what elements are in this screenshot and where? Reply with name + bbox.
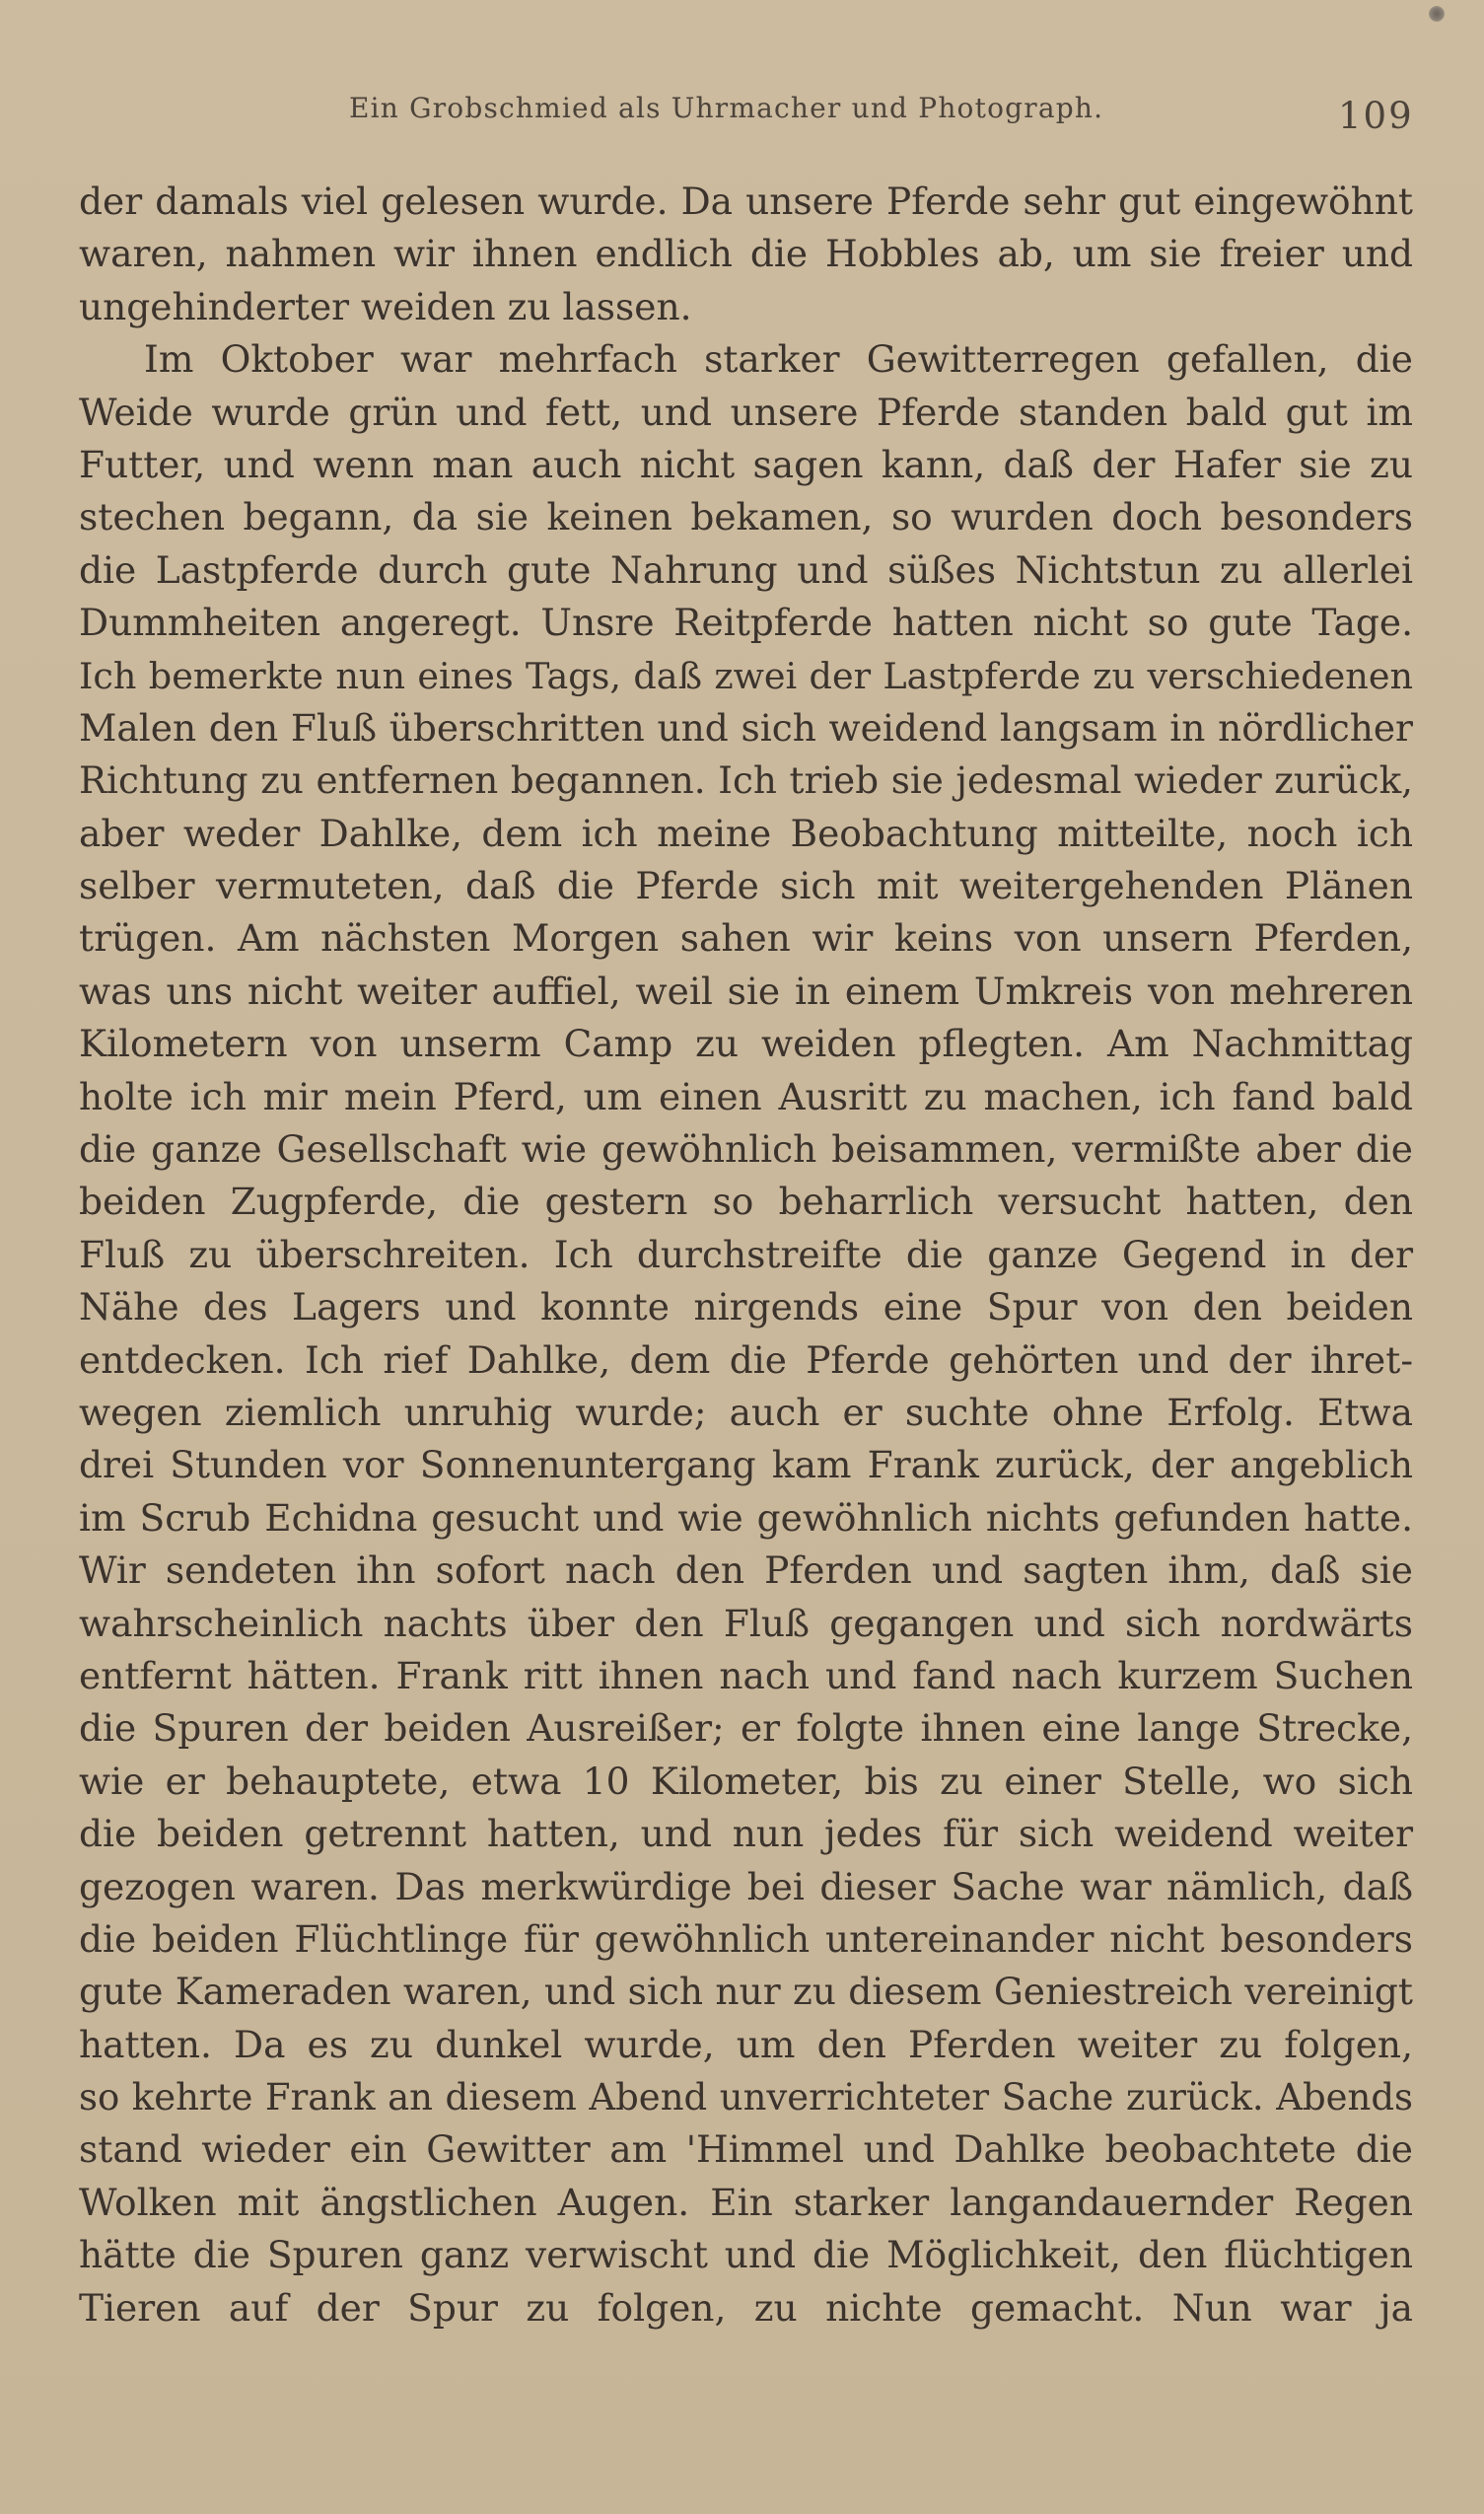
text-line-content: hatten. Da es zu dunkel wurde, um den Pferden weiter zu folgen, [79, 2022, 1413, 2066]
text-line [79, 2123, 1413, 2176]
text-line-content: der damals viel gelesen wurde. Da unsere Pferde sehr gut eingewöhnt [79, 180, 1413, 223]
text-line-content: Ich bemerkte nun eines Tags, daß zwei der Lastpferde zu verschiedenen [79, 654, 1413, 697]
text-line [79, 966, 1413, 1018]
text-line-content: trügen. Am nächsten Morgen sahen wir keins von unsern Pferden, [79, 916, 1413, 961]
text-line-content: Tieren auf der Spur zu folgen, zu nichte gemacht. Nun war ja [79, 2285, 1413, 2330]
text-line [79, 1861, 1413, 1913]
text-line [79, 1439, 1413, 1491]
text-line-content: Kilometern von unserm Camp zu weiden pflegten. Am Nachmittag [79, 1022, 1413, 1066]
text-line [79, 2282, 1413, 2334]
text-line-content: entfernt hätten. Frank ritt ihnen nach und fand nach kurzem Suchen [79, 1653, 1413, 1697]
text-line [79, 1176, 1413, 1228]
text-line-content: gute Kameraden waren, und sich nur zu diesem Geniestreich vereinigt [79, 1970, 1413, 2014]
text-line [79, 1229, 1413, 1281]
text-line [79, 1544, 1413, 1597]
text-line [79, 650, 1413, 702]
text-line [79, 1913, 1413, 1966]
text-line-content: stand wieder ein Gewitter am 'Himmel und Dahlke beobachtete die [79, 2127, 1413, 2172]
text-line-content: im Scrub Echidna gesucht und wie gewöhnlich nichts gefunden hatte. [79, 1495, 1413, 1540]
text-line [79, 1492, 1413, 1544]
text-line-content: so kehrte Frank an diesem Abend unverrichteter Sache zurück. Abends [79, 2076, 1413, 2119]
text-line-content: selber vermuteten, daß die Pferde sich mit weitergehenden Plänen [79, 864, 1413, 908]
text-line [79, 544, 1413, 597]
text-line-content: die beiden Flüchtlinge für gewöhnlich untereinander nicht besonders [79, 1916, 1413, 1961]
text-line [79, 281, 1413, 333]
text-line-content: Wir sendeten ihn sofort nach den Pferden und sagten ihm, daß sie [79, 1548, 1413, 1593]
text-line [79, 2177, 1413, 2229]
running-head: Ein Grobschmied als Uhrmacher und Photograph. [349, 92, 1104, 124]
text-line-content: was uns nicht weiter auffiel, weil sie in einem Umkreis von mehreren [79, 969, 1413, 1013]
text-line [79, 808, 1413, 860]
text-line-content: beiden Zugpferde, die gestern so beharrlich versucht hatten, den [79, 1180, 1413, 1224]
text-line-content: die beiden getrennt hatten, und nun jedes für sich weidend weiter [79, 1812, 1413, 1856]
text-line [79, 1334, 1413, 1387]
text-line [79, 597, 1413, 649]
text-line-content: Dummheiten angeregt. Unsre Reitpferde hatten nicht so gute Tage. [79, 601, 1413, 645]
text-line-content: hätte die Spuren ganz verwischt und die Möglichkeit, den flüchtigen [79, 2233, 1413, 2277]
page-speck [1429, 6, 1445, 22]
text-line-content: Richtung zu entfernen begannen. Ich trieb sie jedesmal wieder zurück, [79, 758, 1413, 803]
text-line [79, 2019, 1413, 2071]
text-line [79, 439, 1413, 491]
text-line-content: wegen ziemlich unruhig wurde; auch er suchte ohne Erfolg. Etwa [79, 1390, 1413, 1434]
text-line [79, 1808, 1413, 1860]
body-text [79, 176, 1413, 2334]
text-line [79, 702, 1413, 754]
text-line [79, 1018, 1413, 1070]
text-line [79, 1598, 1413, 1650]
text-line-content: wie er behauptete, etwa 10 Kilometer, bis zu einer Stelle, wo sich [79, 1759, 1413, 1803]
text-line-content: Nähe des Lagers und konnte nirgends eine Spur von den beiden [79, 1285, 1413, 1329]
text-line [79, 1702, 1413, 1755]
text-line-content: Malen den Fluß überschritten und sich weidend langsam in nördlicher [79, 705, 1413, 750]
text-line-content: stechen begann, da sie keinen bekamen, so wurden doch besonders [79, 495, 1413, 539]
text-line [79, 912, 1413, 965]
text-line [79, 1387, 1413, 1439]
text-line-content: ungehinderter weiden zu lassen. [79, 284, 692, 328]
text-line [79, 491, 1413, 543]
text-line [79, 1071, 1413, 1123]
text-line-content: holte ich mir mein Pferd, um einen Ausritt zu machen, ich fand bald [79, 1074, 1413, 1118]
text-line [79, 333, 1413, 386]
text-line [79, 2229, 1413, 2281]
text-line-content: die Spuren der beiden Ausreißer; er folgte ihnen eine lange Strecke, [79, 1706, 1413, 1751]
page-number: 109 [1338, 95, 1414, 137]
text-line [79, 228, 1413, 280]
text-line-content: entdecken. Ich rief Dahlke, dem die Pferde gehörten und der ihret- [79, 1337, 1413, 1382]
text-line-content: Wolken mit ängstlichen Augen. Ein starker langandauernder Regen [79, 2180, 1413, 2224]
text-line [79, 1650, 1413, 1702]
text-line [79, 387, 1413, 439]
text-line [79, 1966, 1413, 2018]
text-line-content: gezogen waren. Das merkwürdige bei dieser Sache war nämlich, daß [79, 1864, 1413, 1908]
text-line [79, 860, 1413, 912]
text-line-content: Fluß zu überschreiten. Ich durchstreifte die ganze Gegend in der [79, 1232, 1413, 1276]
text-line [79, 1756, 1413, 1808]
text-line-content: die ganze Gesellschaft wie gewöhnlich beisammen, vermißte aber die [79, 1127, 1413, 1172]
text-line-content: drei Stunden vor Sonnenuntergang kam Frank zurück, der angeblich [79, 1443, 1413, 1487]
text-line-content: wahrscheinlich nachts über den Fluß gegangen und sich nordwärts [79, 1601, 1413, 1645]
text-line [79, 1281, 1413, 1333]
text-line-content: Weide wurde grün und fett, und unsere Pferde standen bald gut im [79, 390, 1413, 434]
text-line-content: Im Oktober war mehrfach starker Gewitterregen gefallen, die [144, 337, 1413, 382]
text-line [79, 2071, 1413, 2123]
text-line-content: aber weder Dahlke, dem ich meine Beobachtung mitteilte, noch ich [79, 811, 1413, 855]
text-line-content: waren, nahmen wir ihnen endlich die Hobbles ab, um sie freier und [79, 232, 1413, 276]
text-line [79, 176, 1413, 228]
text-line [79, 754, 1413, 807]
text-line-content: Futter, und wenn man auch nicht sagen kann, daß der Hafer sie zu [79, 442, 1413, 486]
text-line-content: die Lastpferde durch gute Nahrung und süßes Nichtstun zu allerlei [79, 547, 1413, 592]
text-line [79, 1123, 1413, 1176]
